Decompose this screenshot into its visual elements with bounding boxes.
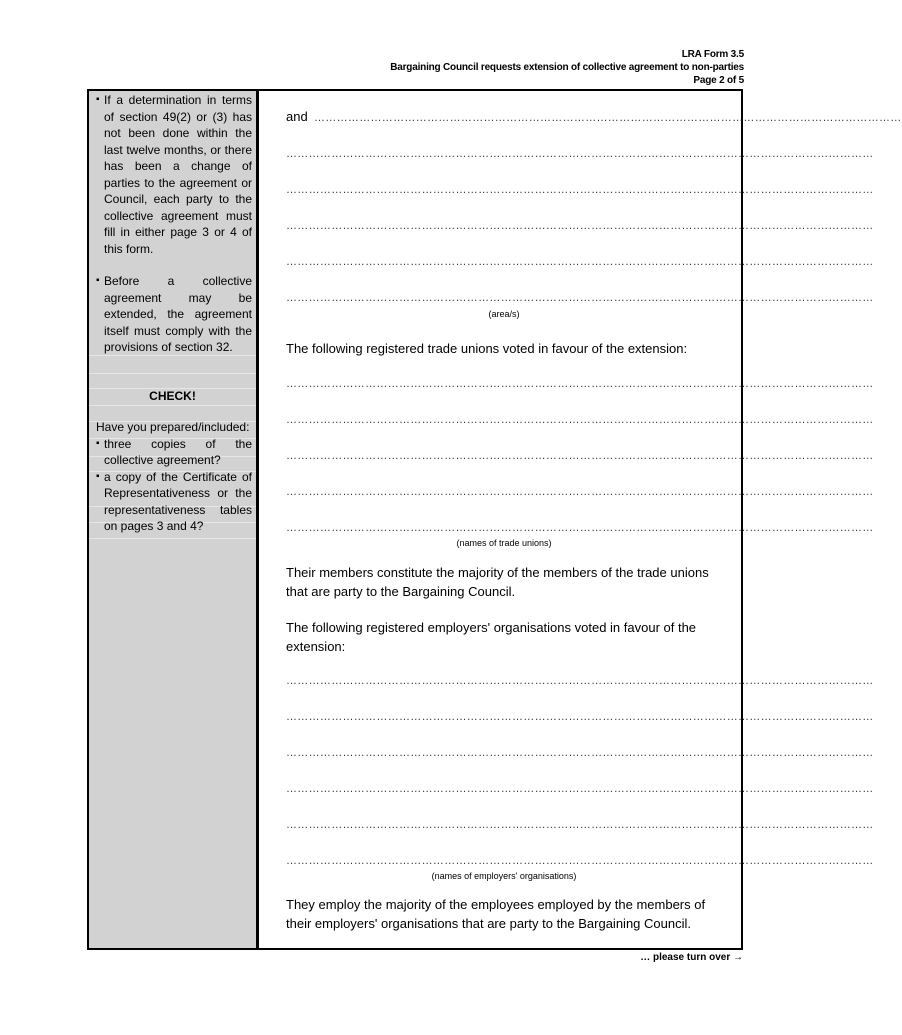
checklist-item-copies: ▪ three copies of the collective agreement? bbox=[89, 436, 256, 469]
unions-majority-text: Their members constitute the majority of the members of the trade unions that are party to the Bargaining Council. bbox=[286, 565, 709, 599]
guidance-sidebar bbox=[89, 91, 259, 948]
employer-line-6[interactable]: ………………………………………………………………………………………………………………………………………… bbox=[286, 855, 874, 867]
employer-line-1[interactable]: ………………………………………………………………………………………………………………………………………… bbox=[286, 675, 874, 687]
checklist-intro: Have you prepared/included: bbox=[96, 420, 250, 434]
area-line-1[interactable]: ………………………………………………………………………………………………………………………………………… bbox=[314, 112, 902, 124]
note-determination bbox=[89, 92, 256, 257]
checklist-item-certificate: ▪ a copy of the Certificate of Representativeness or the representativeness tables on pages 3 and 4? bbox=[89, 469, 256, 535]
union-line-5[interactable]: ………………………………………………………………………………………………………………………………………… bbox=[286, 522, 874, 534]
check-heading: CHECK! bbox=[149, 389, 196, 403]
turn-over-note: … please turn over → bbox=[640, 952, 743, 963]
page-number: Page 2 of 5 bbox=[693, 75, 744, 86]
caption-unions: (names of trade unions) bbox=[456, 538, 552, 548]
form-number: LRA Form 3.5 bbox=[681, 49, 744, 60]
employer-line-5[interactable]: ………………………………………………………………………………………………………………………………………… bbox=[286, 819, 874, 831]
area-line-6[interactable]: ………………………………………………………………………………………………………………………………………… bbox=[286, 292, 874, 304]
area-line-4[interactable]: ………………………………………………………………………………………………………………………………………… bbox=[286, 220, 874, 232]
employers-intro: The following registered employers' organisations voted in favour of the extension: bbox=[286, 620, 697, 654]
caption-area: (area/s) bbox=[488, 309, 520, 319]
form-body bbox=[259, 91, 902, 948]
form-header bbox=[390, 48, 744, 87]
checklist bbox=[89, 419, 256, 535]
and-label: and bbox=[286, 109, 308, 124]
bullet-determination: ▪ If a determination in terms of section 49(2) or (3) has not been done within the last twelve months, or there has been a change of parties to the agreement or Council, each party to the collective agreement must fill in either page 3 or 4 of this form. bbox=[89, 92, 256, 257]
form-frame bbox=[87, 89, 902, 950]
employers-majority-text: They employ the majority of the employees employed by the members of their employers' organisations that are party to the Bargaining Council. bbox=[286, 897, 706, 931]
area-line-5[interactable]: ………………………………………………………………………………………………………………………………………… bbox=[286, 256, 874, 268]
trade-unions-intro: The following registered trade unions voted in favour of the extension: bbox=[286, 341, 688, 356]
area-line-3[interactable]: ………………………………………………………………………………………………………………………………………… bbox=[286, 184, 874, 196]
union-line-4[interactable]: ………………………………………………………………………………………………………………………………………… bbox=[286, 486, 874, 498]
union-line-3[interactable]: ………………………………………………………………………………………………………………………………………… bbox=[286, 450, 874, 462]
employer-line-2[interactable]: ………………………………………………………………………………………………………………………………………… bbox=[286, 711, 874, 723]
form-title: Bargaining Council requests extension of collective agreement to non-parties bbox=[390, 62, 744, 73]
bullet-compliance: ▪ Before a collective agreement may be extended, the agreement itself must comply with the provisions of section 32. bbox=[89, 273, 256, 356]
employer-line-3[interactable]: ………………………………………………………………………………………………………………………………………… bbox=[286, 747, 874, 759]
union-line-2[interactable]: ………………………………………………………………………………………………………………………………………… bbox=[286, 414, 874, 426]
caption-employers: (names of employers' organisations) bbox=[431, 871, 577, 881]
union-line-1[interactable]: ………………………………………………………………………………………………………………………………………… bbox=[286, 378, 874, 390]
note-compliance bbox=[89, 273, 256, 356]
area-line-2[interactable]: ………………………………………………………………………………………………………………………………………… bbox=[286, 148, 874, 160]
employer-line-4[interactable]: ………………………………………………………………………………………………………………………………………… bbox=[286, 783, 874, 795]
